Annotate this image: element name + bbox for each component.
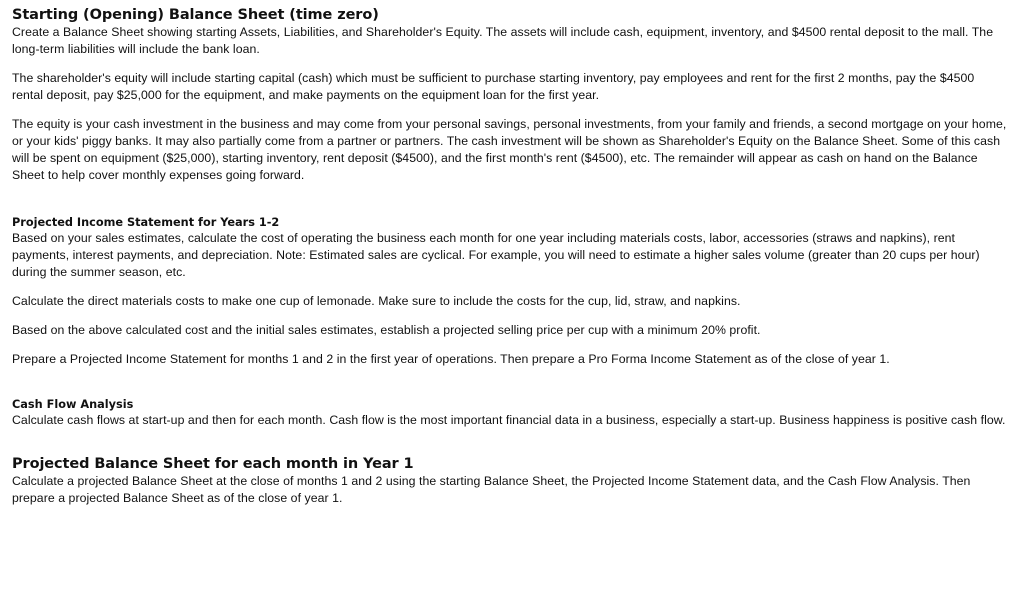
paragraph: Calculate the direct materials costs to make one cup of lemonade. Make sure to include the costs for the cup, lid, straw, and napkins. xyxy=(12,294,741,308)
section-projected-income-statement xyxy=(12,215,1008,368)
heading-projected-balance-sheet: Projected Balance Sheet for each month in Year 1 xyxy=(12,456,414,472)
paragraph: The equity is your cash investment in the business and may come from your personal savings, personal investments, from your family and friends, a second mortgage on your home, or your kids' piggy banks. It may also partially come from a partner or partners. The cash investment will be shown as Shareholder's Equity on the Balance Sheet. Some of this cash will be spent on equipment ($25,000), starting inventory, rent deposit ($4500), and the first month's rent ($4500), etc. The remainder will appear as cash on hand on the Balance Sheet to help cover monthly expenses going forward. xyxy=(12,117,1007,182)
paragraph: The shareholder's equity will include starting capital (cash) which must be sufficient to purchase starting inventory, pay employees and rent for the first 2 months, pay the $4500 rental deposit, pay $25,000 for the equipment, and make payments on the equipment loan for the first year. xyxy=(12,71,975,102)
heading-cash-flow-analysis: Cash Flow Analysis xyxy=(12,398,134,411)
heading-opening-balance-sheet: Starting (Opening) Balance Sheet (time zero) xyxy=(12,7,379,23)
heading-projected-income-statement: Projected Income Statement for Years 1-2 xyxy=(12,216,280,229)
document-body xyxy=(12,6,1008,507)
section-opening-balance-sheet xyxy=(12,6,1008,184)
paragraph: Prepare a Projected Income Statement for months 1 and 2 in the first year of operations. Then prepare a Pro Forma Income Statement as of the close of year 1. xyxy=(12,352,890,366)
paragraph: Based on the above calculated cost and the initial sales estimates, establish a projected selling price per cup with a minimum 20% profit. xyxy=(12,323,761,337)
paragraph: Calculate cash flows at start-up and then for each month. Cash flow is the most important financial data in a business, especially a start-up. Business happiness is positive cash flow. xyxy=(12,413,1006,427)
paragraph: Calculate a projected Balance Sheet at the close of months 1 and 2 using the starting Balance Sheet, the Projected Income Statement data, and the Cash Flow Analysis. Then prepare a projected Balance Sheet as of the close of year 1. xyxy=(12,474,971,505)
section-projected-balance-sheet xyxy=(12,455,1008,507)
paragraph: Create a Balance Sheet showing starting Assets, Liabilities, and Shareholder's Equity. The assets will include cash, equipment, inventory, and $4500 rental deposit to the mall. The long-term liabilities will include the bank loan. xyxy=(12,25,994,56)
paragraph: Based on your sales estimates, calculate the cost of operating the business each month for one year including materials costs, labor, accessories (straws and napkins), rent payments, interest payments, and depreciation. Note: Estimated sales are cyclical. For example, you will need to estimate a higher sales volume (greater than 20 cups per hour) during the summer season, etc. xyxy=(12,231,980,279)
section-cash-flow-analysis xyxy=(12,397,1008,429)
